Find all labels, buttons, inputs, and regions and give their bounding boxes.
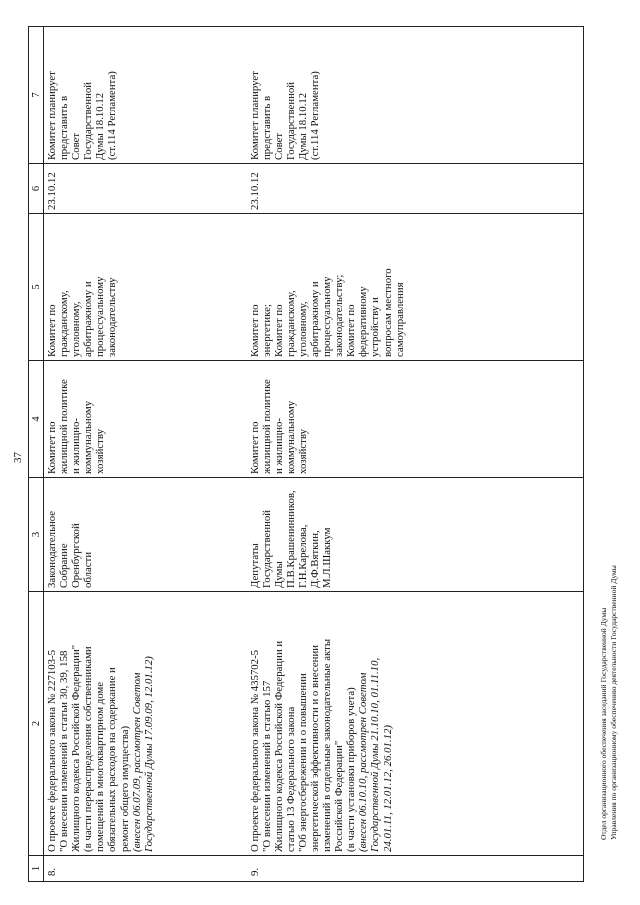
date-cell: 23.10.12: [44, 164, 247, 214]
table-row: [247, 27, 584, 882]
bill-title: О проекте федерального закона № 227103-5 "О внесении изменений в статьи 30, 39, 158 Жилищного кодекса Российской Федерации" (в части перераспределения собственниками помещений в многоквартирном доме обязательных расходов на содержание и ремонт общего имущества): [46, 644, 131, 852]
row-number: 9.: [247, 856, 584, 882]
column-header-4: 4: [29, 361, 44, 478]
column-header-2: 2: [29, 592, 44, 856]
page-footer: [599, 565, 618, 840]
bills-table-frame: [28, 27, 600, 882]
rotated-page-content: [28, 27, 600, 882]
table-header-row: [29, 27, 44, 882]
footer-department: Отдел организационного обеспечения заседаний Государственной Думы: [599, 607, 608, 840]
bill-title: О проекте федерального закона № 435702-5 "О внесении изменений в статью 157 Жилищного кодекса Российской Федерации и статью 13 Федерального закона "Об энергосбережении и о повышении энергетической эффективности и о внесении изменений в отдельные законодательные акты Российской Федерации" (в части установки приборов учета): [248, 638, 358, 852]
column-header-1: 1: [29, 856, 44, 882]
column-header-5: 5: [29, 214, 44, 361]
co-committees-cell: Комитет по энергетике; Комитет по гражданскому, уголовному, арбитражному и процессуальному законодательству; Комитет по федеративному устройству и вопросам местного самоуправления: [247, 214, 584, 361]
bills-table: [28, 26, 584, 882]
plan-cell: Комитет планирует представить в Совет Государственной Думы 18.10.12 (ст.114 Регламента): [44, 27, 247, 164]
footer-directorate: Управления по организационному обеспечению деятельности Государственной Думы: [608, 565, 618, 840]
table-row: [44, 27, 247, 882]
initiator-cell: Законодательное Собрание Оренбургской области: [44, 478, 247, 592]
column-header-6: 6: [29, 164, 44, 214]
page-number: 37: [12, 452, 24, 463]
column-header-3: 3: [29, 478, 44, 592]
row-number: 8.: [44, 856, 247, 882]
bill-cell: [247, 592, 584, 856]
column-header-7: 7: [29, 27, 44, 164]
initiator-cell: Депутаты Государственной Думы П.В.Крашенинников, Г.Н.Карелова, Д.Ф.Вяткин, М.Л.Шаккум: [247, 478, 584, 592]
plan-cell: Комитет планирует представить в Совет Государственной Думы 18.10.12 (ст.114 Регламента): [247, 27, 584, 164]
bill-note: (внесен 06.07.09, рассмотрен Советом Государственной Думы 17.09.09, 12.01.12): [130, 656, 155, 852]
date-cell: 23.10.12: [247, 164, 584, 214]
responsible-committee-cell: Комитет по жилищной политике и жилищно- коммунальному хозяйству: [247, 361, 584, 478]
co-committees-cell: Комитет по гражданскому, уголовному, арбитражному и процессуальному законодательству: [44, 214, 247, 361]
responsible-committee-cell: Комитет по жилищной политике и жилищно- коммунальному хозяйству: [44, 361, 247, 478]
bill-cell: [44, 592, 247, 856]
bill-note: (внесен 06.10.10, рассмотрен Советом Государственной Думы 21.10.10, 01.11.10, 24.01.11, 12.01.12, 26.01.12): [357, 657, 394, 852]
